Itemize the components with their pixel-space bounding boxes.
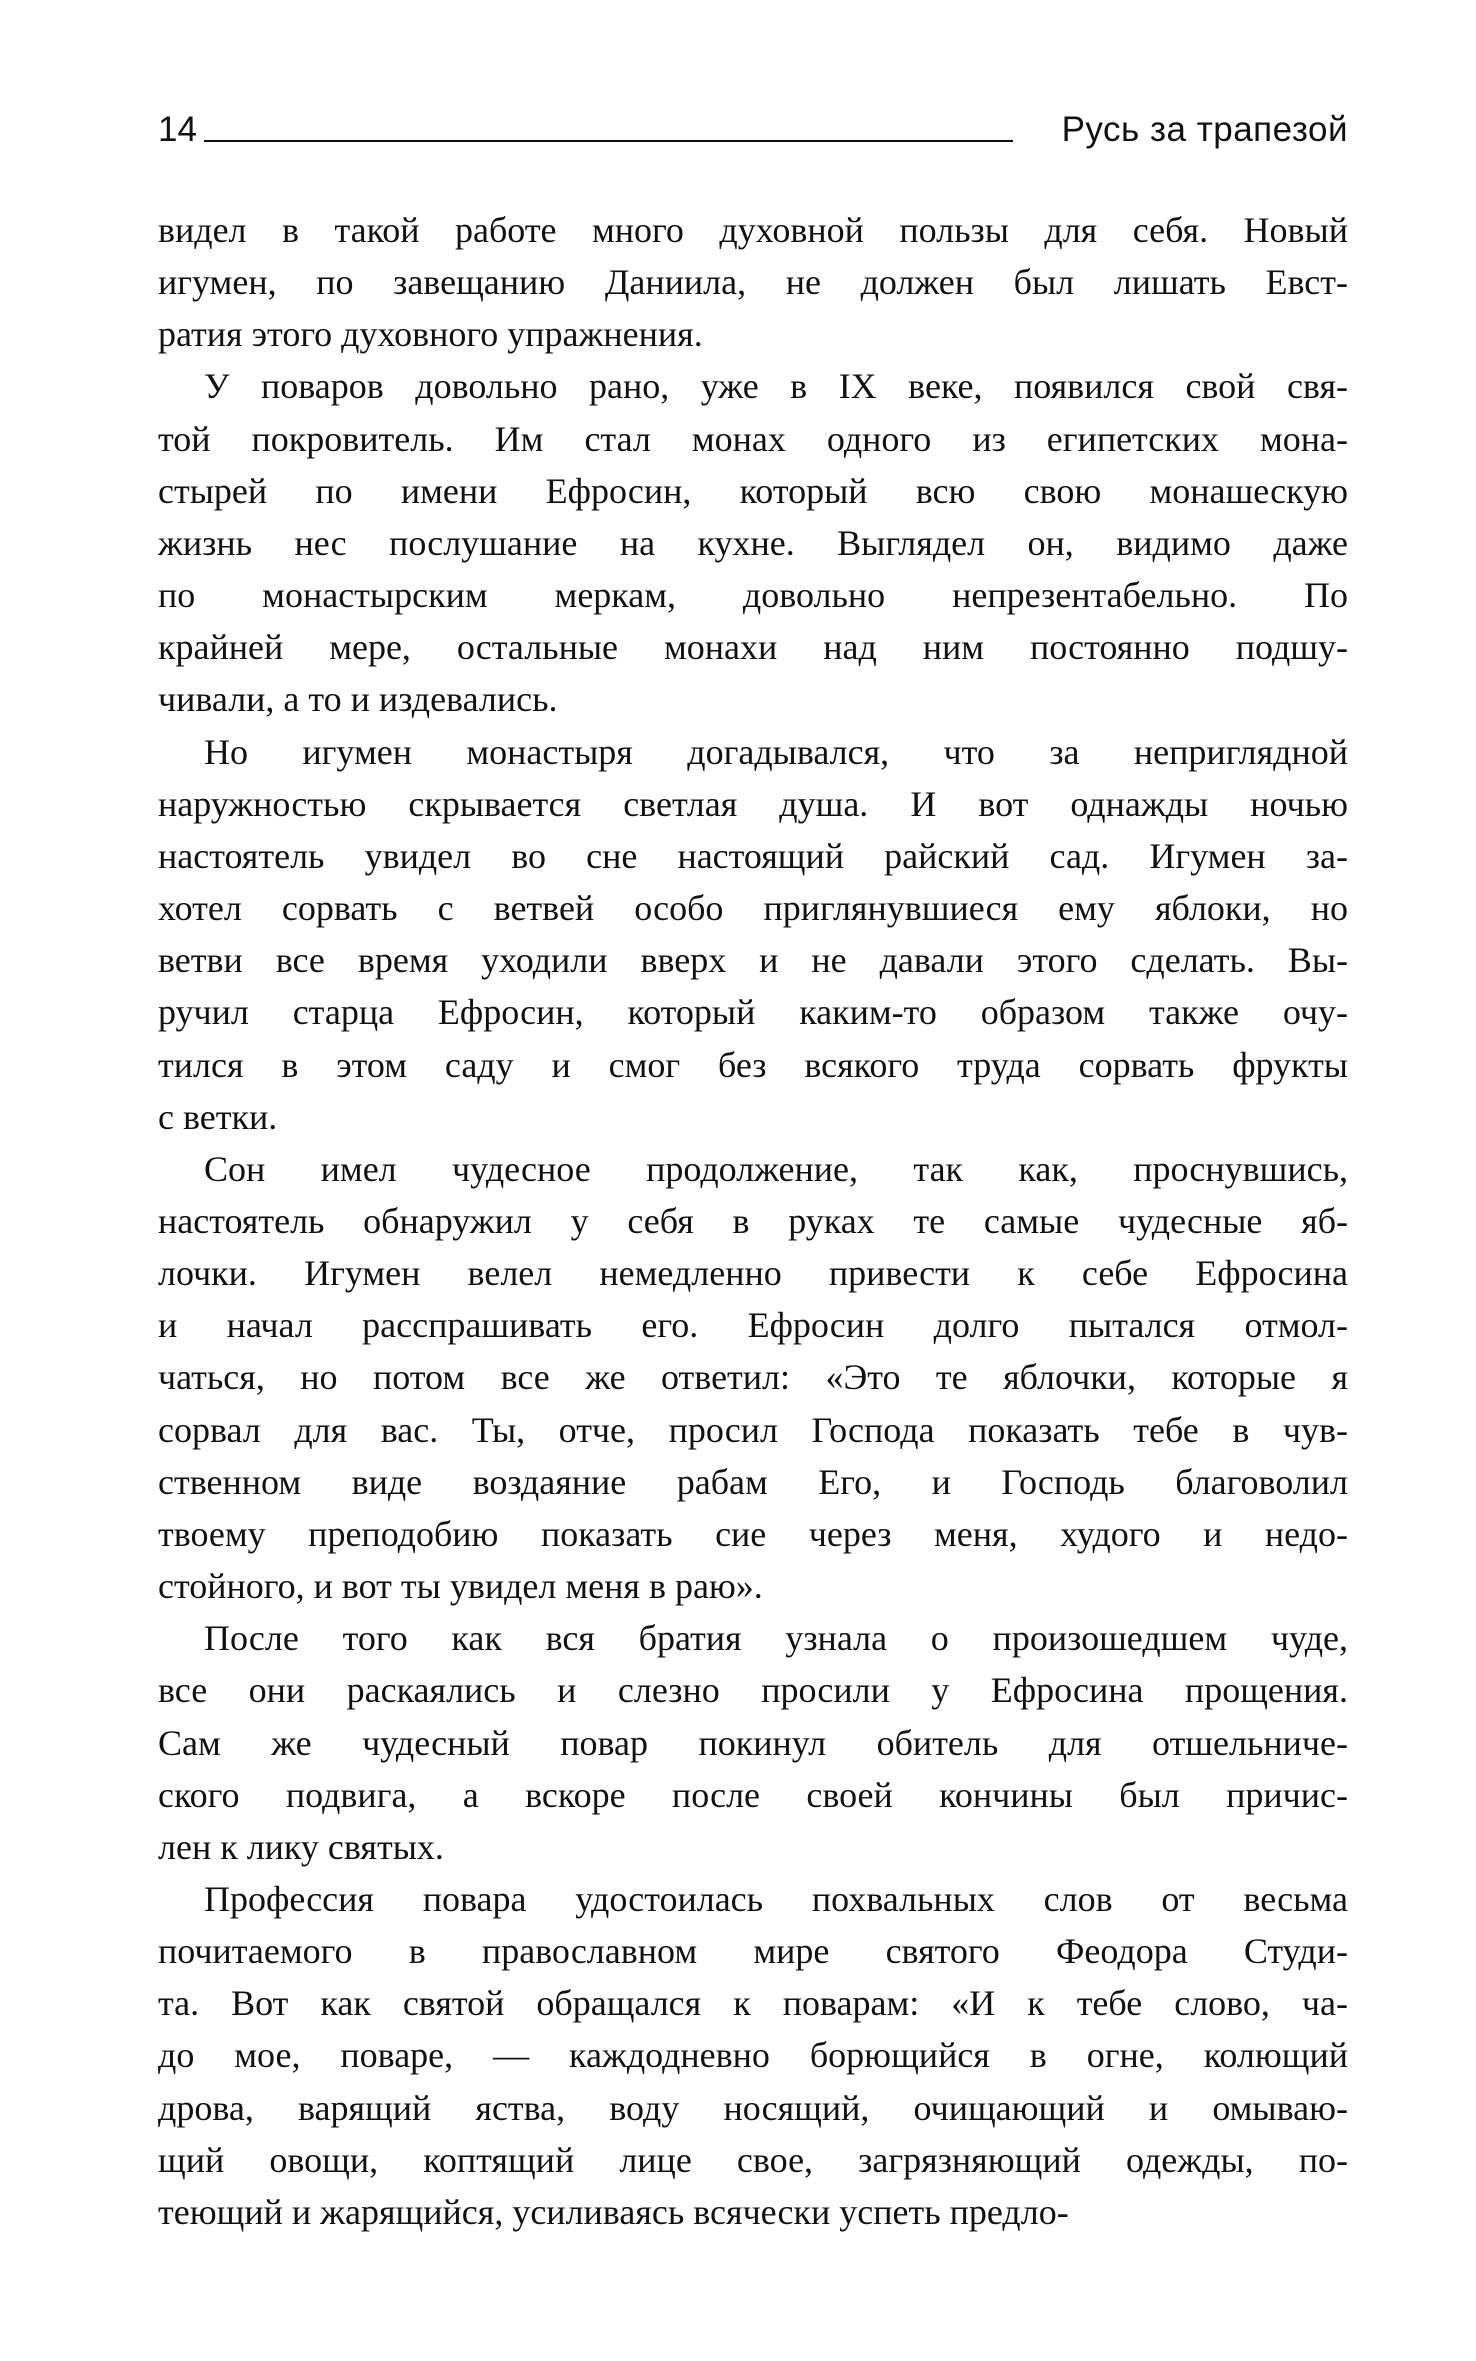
text-line: Сон имел чудесное продолжение, так как, проснувшись, [204, 1148, 1348, 1189]
text-line: стойного, и вот ты увидел меня в раю». [158, 1566, 763, 1607]
text-line: Но игумен монастыря догадывался, что за неприглядной [204, 731, 1348, 772]
page-number: 14 [158, 110, 197, 149]
text-line: дрова, варящий яства, воду носящий, очищающий и омываю- [158, 2087, 1348, 2128]
text-line: тился в этом саду и смог без всякого труда сорвать фрукты [158, 1044, 1348, 1085]
text-line: все они раскаялись и слезно просили у Ефросина прощения. [158, 1670, 1348, 1711]
text-line: ского подвига, а вскоре после своей кончины был причис- [158, 1774, 1348, 1815]
text-line: хотел сорвать с ветвей особо приглянувшиеся ему яблоки, но [158, 888, 1348, 929]
text-line: стырей по имени Ефросин, который всю свою монашескую [158, 470, 1348, 511]
text-line: и начал расспрашивать его. Ефросин долго пытался отмол- [158, 1305, 1348, 1346]
text-line: лочки. Игумен велел немедленно привести к себе Ефросина [158, 1253, 1348, 1294]
text-line: Сам же чудесный повар покинул обитель для отшельниче- [158, 1722, 1348, 1763]
text-line: ственном виде воздаяние рабам Его, и Господь благоволил [158, 1461, 1348, 1502]
text-line: той покровитель. Им стал монах одного из египетских мона- [158, 418, 1348, 459]
paragraph [158, 204, 1348, 360]
text-line: до мое, поваре, — каждодневно борющийся в огне, колющий [158, 2035, 1348, 2076]
text-line: та. Вот как святой обращался к поварам: «И к тебе слово, ча- [158, 1983, 1348, 2024]
text-line: видел в такой работе много духовной пользы для себя. Новый [158, 210, 1348, 250]
running-title: Русь за трапезой [1061, 110, 1348, 149]
text-line: лен к лику святых. [158, 1826, 444, 1867]
text-line: крайней мере, остальные монахи над ним постоянно подшу- [158, 627, 1348, 668]
text-line: по монастырским меркам, довольно непрезентабельно. По [158, 575, 1348, 616]
text-line: Профессия повара удостоилась похвальных слов от весьма [204, 1879, 1348, 1919]
body-text [158, 204, 1348, 2238]
text-line: сорвал для вас. Ты, отче, просил Господа показать тебе в чув- [158, 1409, 1348, 1450]
paragraph [158, 360, 1348, 725]
text-line: игумен, по завещанию Даниила, не должен был лишать Евст- [158, 262, 1348, 303]
text-line: наружностью скрывается светлая душа. И вот однажды ночью [158, 783, 1348, 824]
text-line: После того как вся братия узнала о произошедшем чуде, [204, 1618, 1348, 1659]
text-line: щий овощи, коптящий лице свое, загрязняющий одежды, по- [158, 2139, 1348, 2180]
page-header [158, 100, 1348, 156]
text-line: с ветки. [158, 1096, 278, 1137]
paragraph [158, 1873, 1348, 2238]
text-line: теющий и жарящийся, усиливаясь всячески успеть предло- [158, 2191, 1069, 2232]
paragraph [158, 1612, 1348, 1873]
header-rule [204, 140, 1013, 142]
paragraph [158, 726, 1348, 1143]
text-line: настоятель обнаружил у себя в руках те самые чудесные яб- [158, 1200, 1348, 1241]
text-line: ратия этого духовного упражнения. [158, 314, 703, 355]
text-line: чаться, но потом все же ответил: «Это те яблочки, которые я [158, 1357, 1348, 1398]
paragraph [158, 1143, 1348, 1612]
text-line: твоему преподобию показать сие через меня, худого и недо- [158, 1513, 1348, 1554]
text-line: настоятель увидел во сне настоящий райский сад. Игумен за- [158, 835, 1348, 876]
text-line: У поваров довольно рано, уже в IX веке, появился свой свя- [204, 366, 1348, 407]
text-line: ветви все время уходили вверх и не давали этого сделать. Вы- [158, 940, 1348, 981]
text-line: ручил старца Ефросин, который каким-то образом также очу- [158, 992, 1348, 1033]
book-page [158, 100, 1348, 2232]
text-line: почитаемого в православном мире святого Феодора Студи- [158, 1931, 1348, 1972]
text-line: жизнь нес послушание на кухне. Выглядел он, видимо даже [158, 522, 1348, 563]
text-line: чивали, а то и издевались. [158, 679, 558, 720]
